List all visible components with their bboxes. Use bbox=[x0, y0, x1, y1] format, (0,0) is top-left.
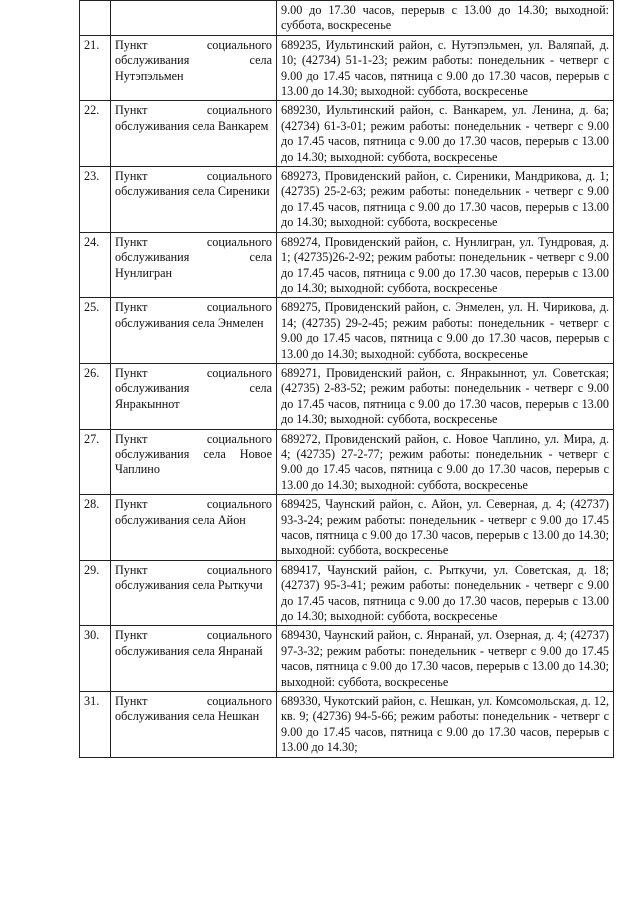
service-point-details: 689271, Провиденский район, с. Янракыннот, ул. Советская; (42735) 2-83-52; режим работы: понедельник - четверг с 9.00 до 17.45 часов, пятница с 9.00 до 17.30 часов, перерыв с 13.00 до 14.30; выходной: суббота, воскресенье bbox=[277, 363, 614, 429]
service-point-name: Пункт социального обслуживания села Нутэпэльмен bbox=[111, 35, 277, 101]
table-row bbox=[80, 495, 614, 561]
row-number: 23. bbox=[80, 167, 111, 233]
service-point-name: Пункт социального обслуживания села Новое Чаплино bbox=[111, 429, 277, 495]
service-point-details: 689430, Чаунский район, с. Янранай, ул. Озерная, д. 4; (42737) 97-3-32; режим работы: понедельник - четверг с 9.00 до 17.45 часов, пятница с 9.00 до 17.30 часов, перерыв с 13.00 до 14.30; выходной: суббота, воскресенье bbox=[277, 626, 614, 692]
service-point-name: Пункт социального обслуживания села Рыткучи bbox=[111, 560, 277, 626]
table-row bbox=[80, 35, 614, 101]
service-point-details: 689230, Иультинский район, с. Ванкарем, ул. Ленина, д. 6а; (42734) 61-3-01; режим работы: понедельник - четверг с 9.00 до 17.45 часов, пятница с 9.00 до 17.30 часов, перерыв с 13.00 до 14.30; выходной: суббота, воскресенье bbox=[277, 101, 614, 167]
service-point-details: 689417, Чаунский район, с. Рыткучи, ул. Советская, д. 18; (42737) 95-3-41; режим работы: понедельник - четверг с 9.00 до 17.45 часов, пятница с 9.00 до 17.30 часов, перерыв с 13.00 до 14.30; выходной: суббота, воскресенье bbox=[277, 560, 614, 626]
service-point-name: Пункт социального обслуживания села Айон bbox=[111, 495, 277, 561]
service-point-details: 689425, Чаунский район, с. Айон, ул. Северная, д. 4; (42737) 93-3-24; режим работы: понедельник - четверг с 9.00 до 17.45 часов, пятница с 9.00 до 17.30 часов, перерыв с 13.00 до 14.30; выходной: суббота, воскресенье bbox=[277, 495, 614, 561]
service-point-details: 689275, Провиденский район, с. Энмелен, ул. Н. Чирикова, д. 14; (42735) 29-2-45; режим работы: понедельник - четверг с 9.00 до 17.45 часов, пятница с 9.00 до 17.30 часов, перерыв с 13.00 до 14.30; выходной: суббота, воскресенье bbox=[277, 298, 614, 364]
row-number: 28. bbox=[80, 495, 111, 561]
row-number bbox=[80, 1, 111, 36]
service-point-name: Пункт социального обслуживания села Сиреники bbox=[111, 167, 277, 233]
row-number: 24. bbox=[80, 232, 111, 298]
row-number: 29. bbox=[80, 560, 111, 626]
table-row bbox=[80, 429, 614, 495]
table-row bbox=[80, 626, 614, 692]
service-point-name: Пункт социального обслуживания села Янракыннот bbox=[111, 363, 277, 429]
table-row bbox=[80, 1, 614, 36]
service-point-details: 689330, Чукотский район, с. Нешкан, ул. Комсомольская, д. 12, кв. 9; (42736) 94-5-66; режим работы: понедельник - четверг с 9.00 до 17.45 часов, пятница с 9.00 до 17.30 часов, перерыв с 13.00 до 14.30; bbox=[277, 692, 614, 758]
service-point-name: Пункт социального обслуживания села Нешкан bbox=[111, 692, 277, 758]
service-point-details: 689274, Провиденский район, с. Нунлигран, ул. Тундровая, д. 1; (42735)26-2-92; режим работы: понедельник - четверг с 9.00 до 17.45 часов, пятница с 9.00 до 17.30 часов, перерыв с 13.00 до 14.30; выходной: суббота, воскресенье bbox=[277, 232, 614, 298]
service-point-name: Пункт социального обслуживания села Ванкарем bbox=[111, 101, 277, 167]
row-number: 26. bbox=[80, 363, 111, 429]
row-number: 22. bbox=[80, 101, 111, 167]
row-number: 30. bbox=[80, 626, 111, 692]
table-row bbox=[80, 167, 614, 233]
table-row bbox=[80, 692, 614, 758]
row-number: 25. bbox=[80, 298, 111, 364]
service-point-details: 9.00 до 17.30 часов, перерыв с 13.00 до 14.30; выходной: суббота, воскресенье bbox=[277, 1, 614, 36]
table-row bbox=[80, 363, 614, 429]
row-number: 31. bbox=[80, 692, 111, 758]
table-row bbox=[80, 232, 614, 298]
service-point-name: Пункт социального обслуживания села Энмелен bbox=[111, 298, 277, 364]
table-row bbox=[80, 298, 614, 364]
table-row bbox=[80, 101, 614, 167]
service-point-name: Пункт социального обслуживания села Нунлигран bbox=[111, 232, 277, 298]
service-point-name bbox=[111, 1, 277, 36]
service-point-name: Пункт социального обслуживания села Янранай bbox=[111, 626, 277, 692]
service-point-details: 689272, Провиденский район, с. Новое Чаплино, ул. Мира, д. 4; (42735) 27-2-77; режим работы: понедельник - четверг с 9.00 до 17.45 часов, пятница с 9.00 до 17.30 часов, перерыв с 13.00 до 14.30; выходной: суббота, воскресенье bbox=[277, 429, 614, 495]
row-number: 27. bbox=[80, 429, 111, 495]
service-point-details: 689235, Иультинский район, с. Нутэпэльмен, ул. Валяпай, д. 10; (42734) 51-1-23; режим работы: понедельник - четверг с 9.00 до 17.45 часов, пятница с 9.00 до 17.30 часов, перерыв с 13.00 до 14.30; выходной: суббота, воскресенье bbox=[277, 35, 614, 101]
table-row bbox=[80, 560, 614, 626]
row-number: 21. bbox=[80, 35, 111, 101]
service-points-table bbox=[79, 0, 614, 758]
service-point-details: 689273, Провиденский район, с. Сиреники, Мандрикова, д. 1; (42735) 25-2-63; режим работы: понедельник - четверг с 9.00 до 17.45 часов, пятница с 9.00 до 17.30 часов, перерыв с 13.00 до 14.30; выходной: суббота, воскресенье bbox=[277, 167, 614, 233]
